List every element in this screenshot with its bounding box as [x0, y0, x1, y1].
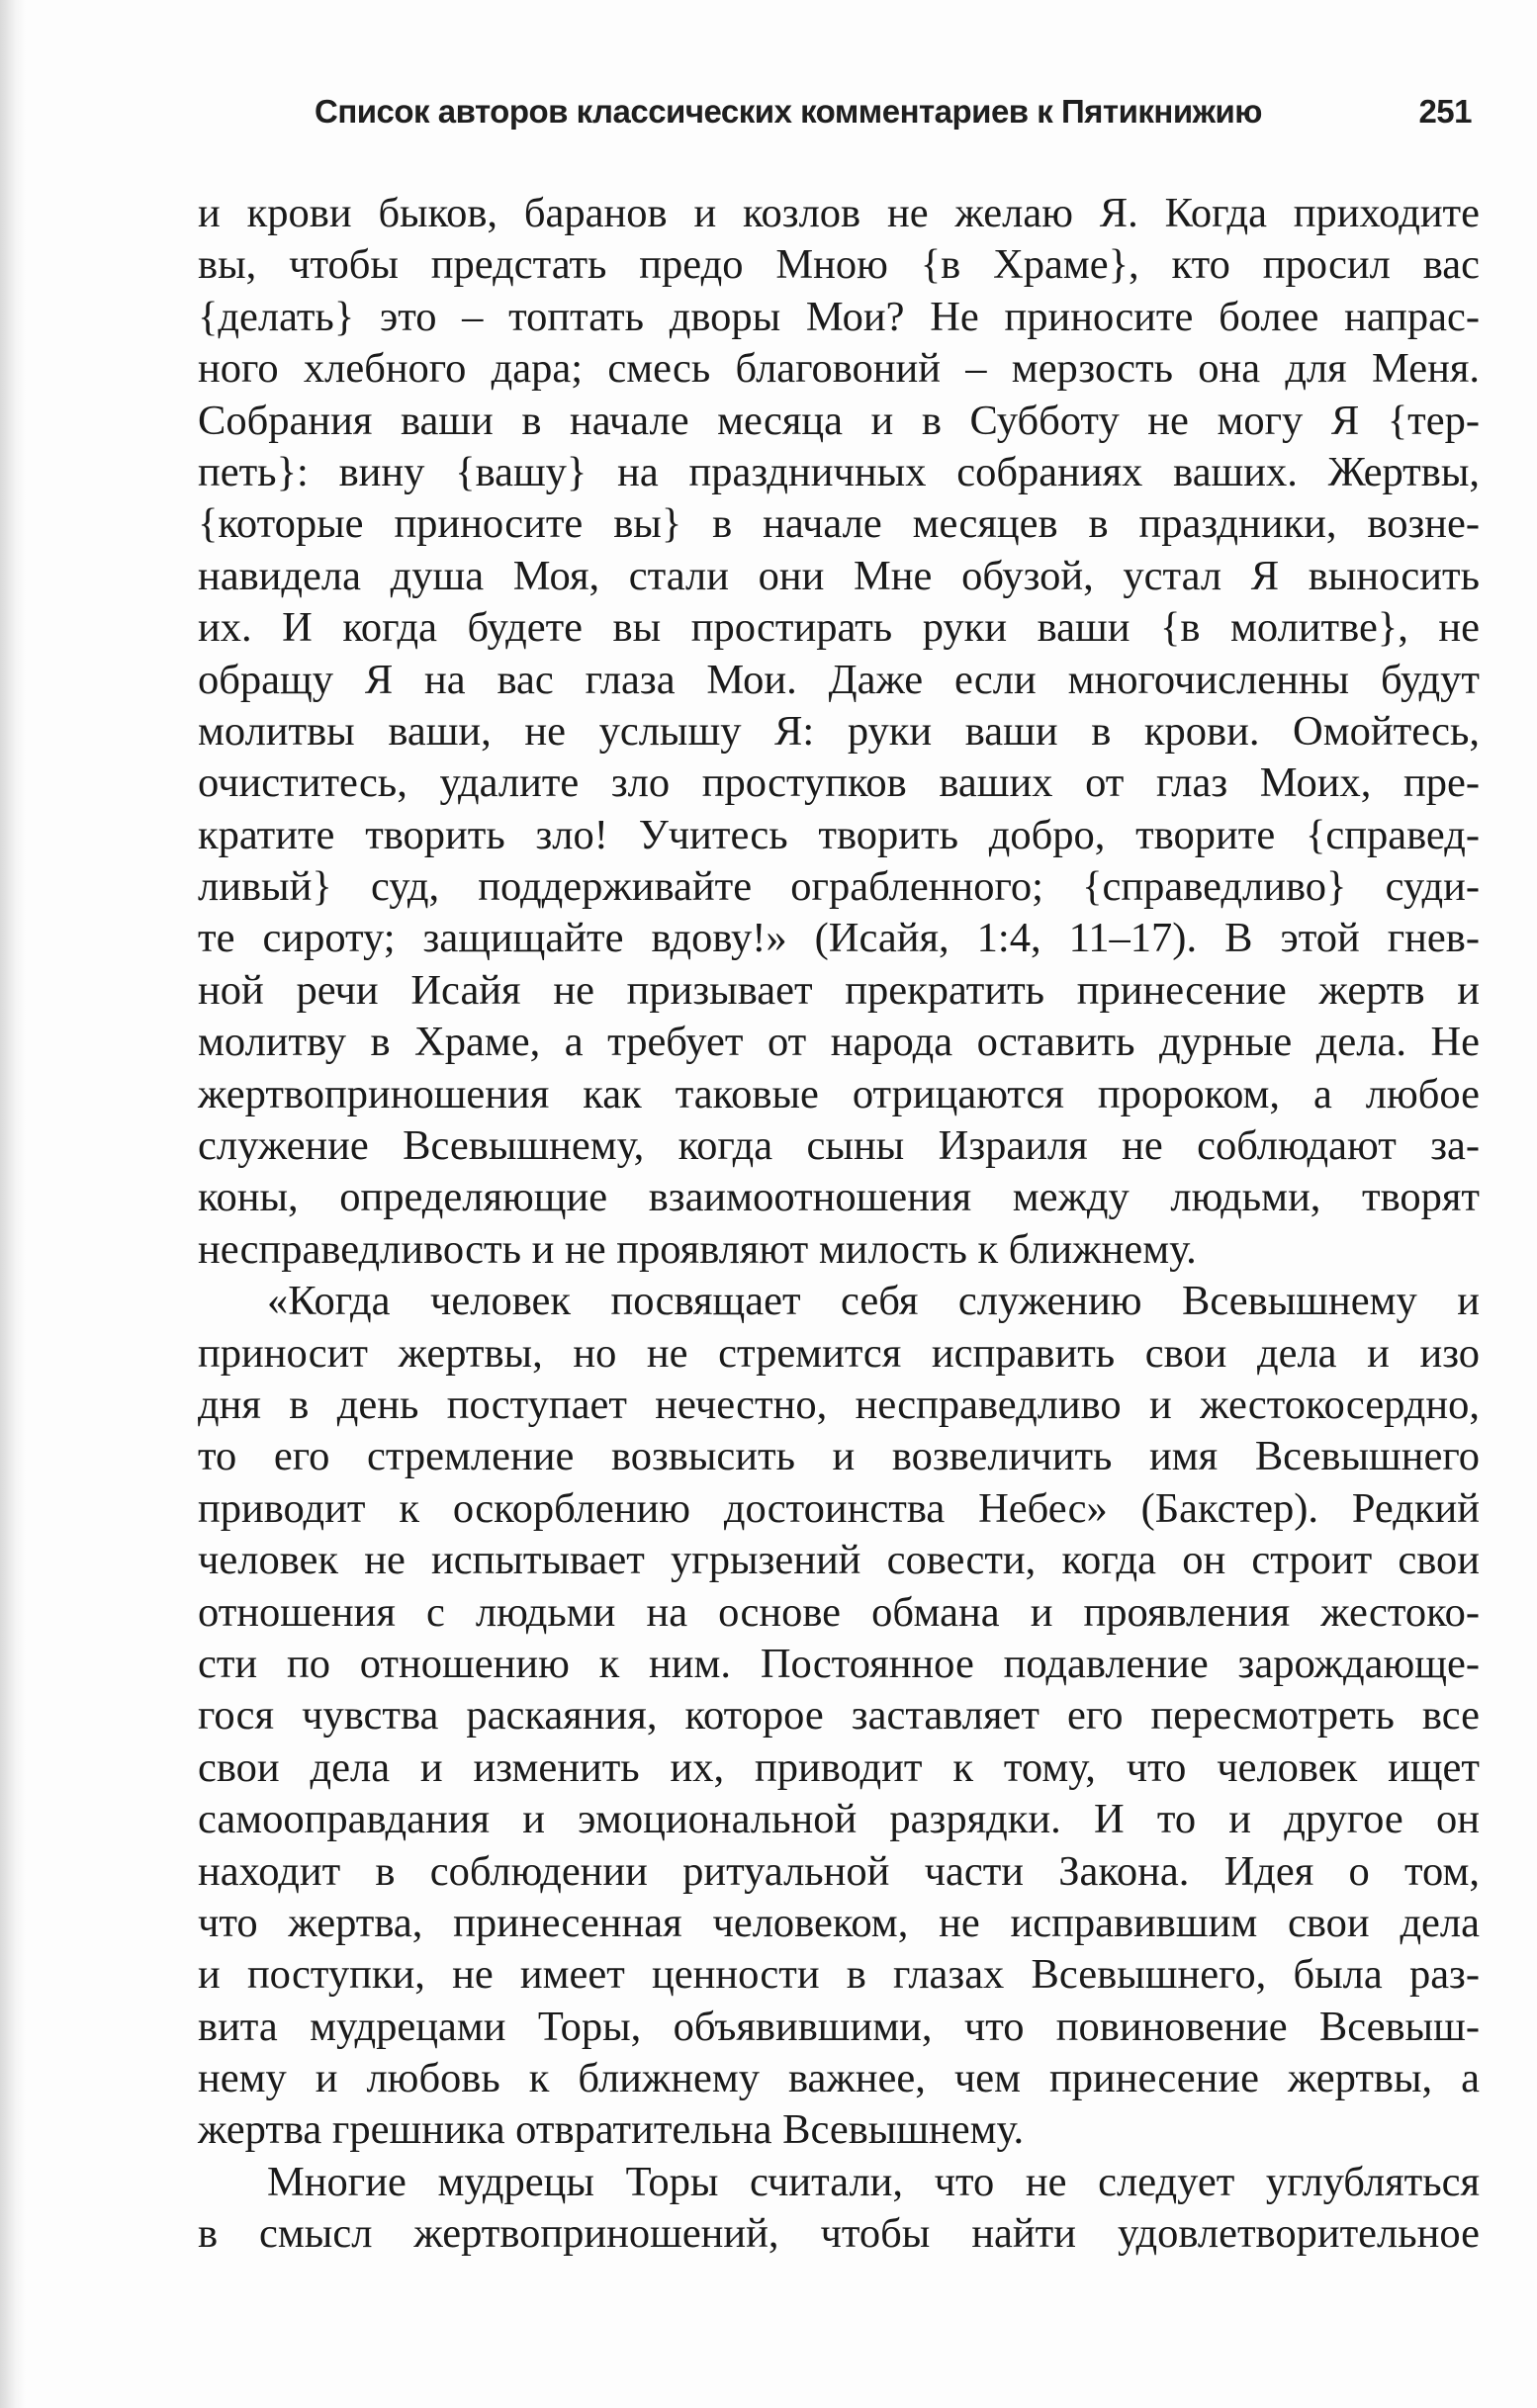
paragraph-3 [198, 2157, 1480, 2261]
text-line: кратите творить зло! Учитесь творить добро, творите {справед- [198, 811, 1480, 858]
text-line: очиститесь, удалите зло проступков ваших от глаз Моих, пре- [198, 759, 1480, 807]
text-line: ного хлебного дара; смесь благовоний – мерзость она для Меня. [198, 345, 1480, 393]
text-line: ной речи Исайя не призывает прекратить принесение жертв и [198, 966, 1480, 1014]
text-line: несправедливость и не проявляют милость к ближнему. [198, 1225, 1197, 1273]
text-line: «Когда человек посвящает себя служению Всевышнему и [267, 1278, 1480, 1325]
text-line: в смысл жертвоприношений, чтобы найти удовлетворительное [198, 2210, 1480, 2258]
text-line: сти по отношению к ним. Постоянное подавление зарождающе- [198, 1640, 1480, 1687]
text-line: навидела душа Моя, стали они Мне обузой, устал Я выносить [198, 552, 1480, 599]
text-line: жертва грешника отвратительна Всевышнему. [198, 2106, 1025, 2154]
text-line: служение Всевышнему, когда сыны Израиля не соблюдают за- [198, 1122, 1480, 1170]
text-line: молитвы ваши, не услышу Я: руки ваши в крови. Омойтесь, [198, 707, 1480, 755]
text-line: свои дела и изменить их, приводит к тому, что человек ищет [198, 1743, 1480, 1791]
text-line: гося чувства раскаяния, которое заставляет его пересмотреть все [198, 1692, 1480, 1739]
text-line: и поступки, не имеет ценности в глазах Всевышнего, была раз- [198, 1951, 1480, 1999]
text-line: приносит жертвы, но не стремится исправить свои дела и изо [198, 1329, 1480, 1377]
page-number: 251 [1418, 93, 1472, 130]
text-line: находит в соблюдении ритуальной части Закона. Идея о том, [198, 1847, 1480, 1895]
text-line: коны, определяющие взаимоотношения между людьми, творят [198, 1174, 1480, 1221]
paragraph-1 [198, 188, 1480, 1276]
text-line: обращу Я на вас глаза Мои. Даже если многочисленны будут [198, 656, 1480, 703]
text-line: ливый} суд, поддерживайте ограбленного; {справедливо} суди- [198, 863, 1480, 911]
text-line: те сироту; защищайте вдову!» (Исайя, 1:4, 11–17). В этой гнев- [198, 915, 1480, 962]
text-line: что жертва, принесенная человеком, не исправившим свои дела [198, 1899, 1480, 1946]
text-line: самооправдания и эмоциональной разрядки. И то и другое он [198, 1796, 1480, 1843]
text-line: и крови быков, баранов и козлов не желаю Я. Когда приходите [198, 190, 1480, 236]
text-line: нему и любовь к ближнему важнее, чем принесение жертвы, а [198, 2055, 1480, 2102]
text-line: жертвоприношения как таковые отрицаются пророком, а любое [198, 1070, 1480, 1117]
text-line: отношения с людьми на основе обмана и проявления жестоко- [198, 1588, 1480, 1636]
running-header [315, 93, 1472, 152]
text-line: вита мудрецами Торы, объявившими, что повиновение Всевыш- [198, 2003, 1480, 2050]
text-line: человек не испытывает угрызений совести, когда он строит свои [198, 1537, 1480, 1584]
text-line: Собрания ваши в начале месяца и в Субботу не могу Я {тер- [198, 397, 1480, 444]
text-line: приводит к оскорблению достоинства Небес» (Бакстер). Редкий [198, 1484, 1480, 1532]
body-text [198, 188, 1480, 2261]
running-title: Список авторов классических комментариев к Пятикнижию [315, 93, 1262, 130]
text-line: их. И когда будете вы простирать руки ваши {в молитве}, не [198, 604, 1480, 652]
text-line: то его стремление возвысить и возвеличить имя Всевышнего [198, 1433, 1480, 1480]
text-line: петь}: вину {вашу} на праздничных собраниях ваших. Жертвы, [198, 448, 1480, 495]
text-line: {делать} это – топтать дворы Мои? Не приносите более напрас- [198, 293, 1480, 340]
text-line: вы, чтобы предстать предо Мною {в Храме}, кто просил вас [198, 241, 1480, 289]
text-line: Многие мудрецы Торы считали, что не следует углубляться [267, 2158, 1480, 2205]
binding-shadow [0, 0, 26, 2408]
text-line: молитву в Храме, а требует от народа оставить дурные дела. Не [198, 1019, 1480, 1066]
text-line: {которые приносите вы} в начале месяцев в праздники, возне- [198, 500, 1480, 548]
text-line: дня в день поступает нечестно, несправедливо и жестокосердно, [198, 1381, 1480, 1428]
paragraph-2 [198, 1276, 1480, 2157]
